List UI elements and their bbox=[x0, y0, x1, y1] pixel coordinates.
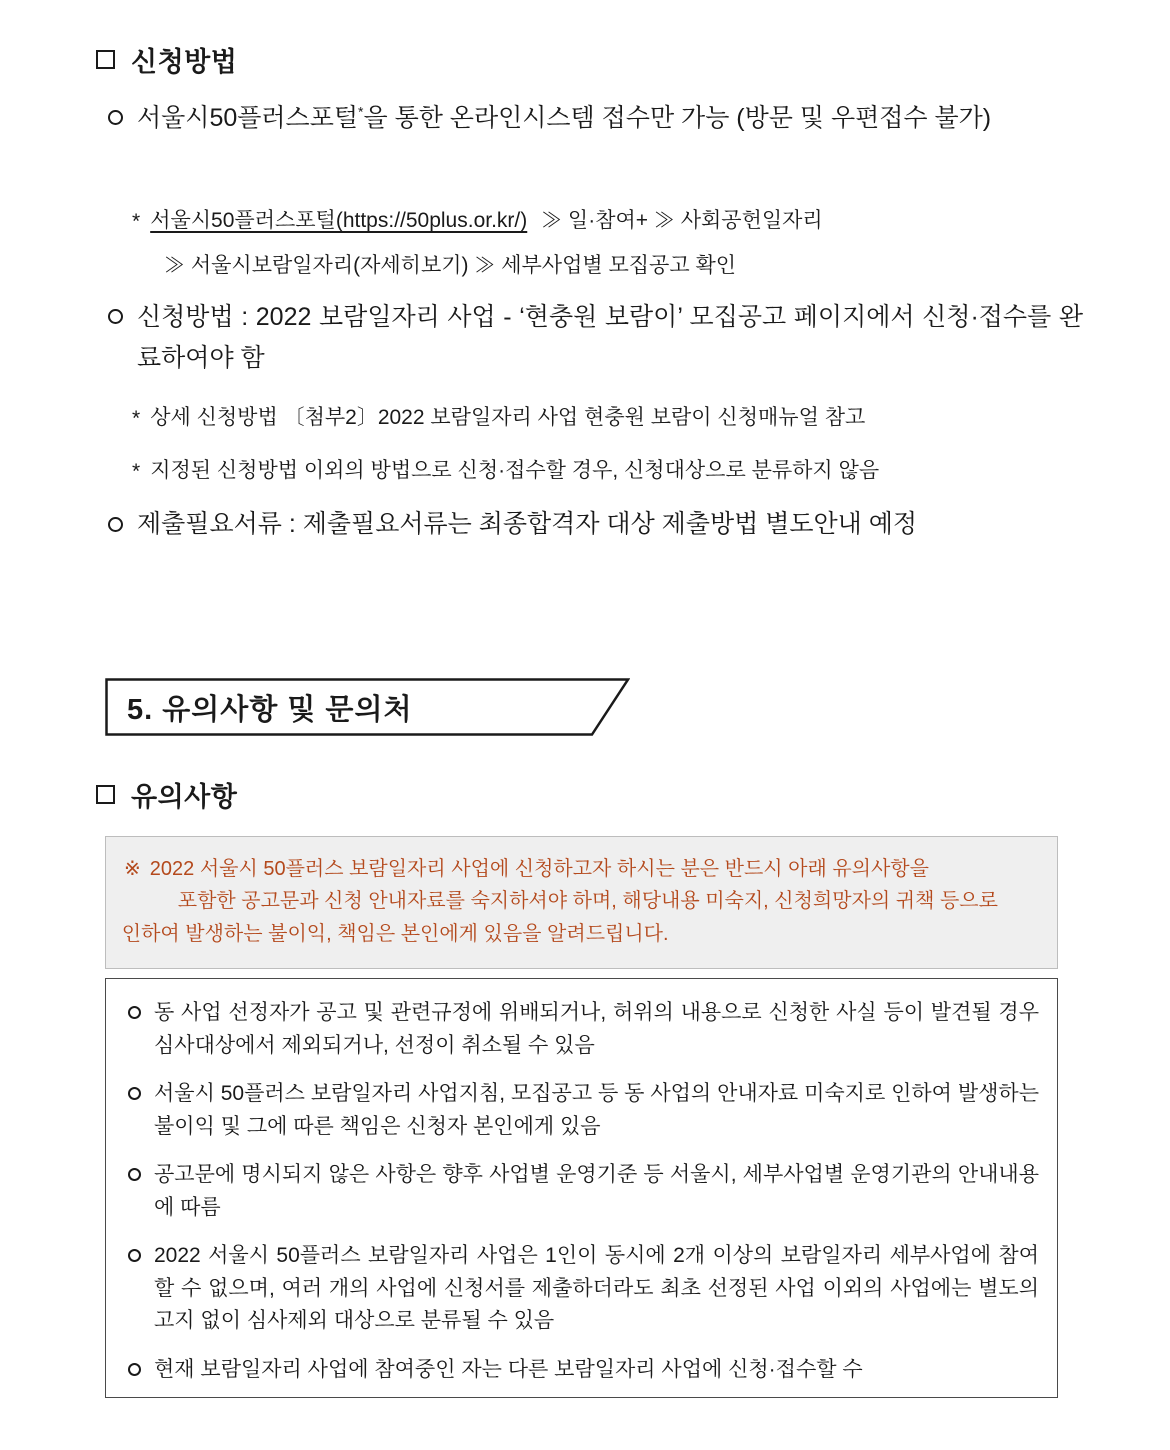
portal-url-link[interactable]: 서울시50플러스포털(https://50plus.or.kr/) bbox=[150, 209, 528, 232]
circle-bullet-icon bbox=[128, 1006, 141, 1019]
notice-heading bbox=[96, 775, 237, 814]
portal-path-note bbox=[132, 205, 1072, 237]
required-documents-text: 제출필요서류 : 제출필요서류는 최종합격자 대상 제출방법 별도안내 예정 bbox=[137, 510, 918, 538]
warning-line-3: 인하여 발생하는 불이익, 책임은 본인에게 있음을 알려드립니다. bbox=[121, 922, 669, 945]
list-item bbox=[128, 1240, 1039, 1338]
manual-reference-text: 상세 신청방법 〔첨부2〕2022 보람일자리 사업 현충원 보람이 신청매뉴얼 참고 bbox=[150, 406, 866, 429]
list-item bbox=[128, 1159, 1039, 1224]
apply-item-documents bbox=[108, 505, 1083, 544]
notice-text: 동 사업 선정자가 공고 및 관련규정에 위배되거나, 허위의 내용으로 신청한 사실 등이 발견될 경우 심사대상에서 제외되거나, 선정이 취소될 수 있음 bbox=[154, 1001, 1039, 1057]
circle-bullet-icon bbox=[108, 309, 123, 324]
portal-path-note-line2 bbox=[164, 250, 1064, 282]
apply-method-text: 신청방법 : 2022 보람일자리 사업 - ‘현충원 보람이’ 모집공고 페이지에서 신청·접수를 완료하여야 함 bbox=[137, 303, 1083, 372]
section-5-banner bbox=[105, 678, 630, 736]
circle-bullet-icon bbox=[128, 1087, 141, 1100]
circle-bullet-icon bbox=[108, 110, 123, 125]
notice-text: 현재 보람일자리 사업에 참여중인 자는 다른 보람일자리 사업에 신청·접수할 수 bbox=[154, 1357, 863, 1381]
list-item bbox=[128, 997, 1039, 1062]
notice-text: 2022 서울시 50플러스 보람일자리 사업은 1인이 동시에 2개 이상의 보람일자리 세부사업에 참여할 수 없으며, 여러 개의 사업에 신청서를 제출하더라도 최초 선정된 사업 이외의 사업에는 별도의 고지 없이 심사제외 대상으로 분류될 수 있음 bbox=[154, 1244, 1039, 1333]
circle-bullet-icon bbox=[128, 1168, 141, 1181]
list-item bbox=[128, 1078, 1039, 1143]
notice-list-box bbox=[105, 978, 1058, 1398]
notice-heading-label: 유의사항 bbox=[131, 782, 238, 812]
notice-text: 공고문에 명시되지 않은 사항은 향후 사업별 운영기준 등 서울시, 세부사업별 운영기관의 안내내용에 따름 bbox=[154, 1163, 1039, 1219]
asterisk-icon: * bbox=[132, 210, 141, 233]
portal-path-line2-text: ≫ 서울시보람일자리(자세히보기) ≫ 세부사업별 모집공고 확인 bbox=[164, 254, 737, 277]
circle-bullet-icon bbox=[128, 1249, 141, 1262]
circle-bullet-icon bbox=[108, 517, 123, 532]
portal-path-rest: ≫ 일·참여+ ≫ 사회공헌일자리 bbox=[541, 209, 823, 232]
asterisk-icon: * bbox=[132, 407, 141, 430]
apply-item-portal bbox=[108, 98, 1083, 138]
warning-mark-icon: ※ bbox=[124, 858, 141, 880]
apply-method-heading bbox=[96, 40, 237, 79]
square-bullet-icon bbox=[96, 785, 115, 804]
portal-footnote-marker: * bbox=[358, 103, 364, 120]
invalid-method-text: 지정된 신청방법 이외의 방법으로 신청·접수할 경우, 신청대상으로 분류하지 않음 bbox=[150, 459, 880, 482]
square-bullet-icon bbox=[96, 50, 115, 69]
portal-name-text: 서울시50플러스포털 bbox=[137, 104, 359, 132]
notice-text: 서울시 50플러스 보람일자리 사업지침, 모집공고 등 동 사업의 안내자료 미숙지로 인하여 발생하는 불이익 및 그에 따른 책임은 신청자 본인에게 있음 bbox=[154, 1082, 1039, 1138]
warning-box bbox=[105, 836, 1058, 969]
manual-reference-note bbox=[132, 402, 1062, 434]
apply-method-heading-label: 신청방법 bbox=[131, 47, 238, 77]
section-5-title: 5. 유의사항 및 문의처 bbox=[127, 693, 413, 726]
warning-line-2: 포함한 공고문과 신청 안내자료를 숙지하셔야 하며, 해당내용 미숙지, 신청희망자의 귀책 등으로 bbox=[177, 890, 998, 913]
asterisk-icon: * bbox=[132, 460, 141, 483]
warning-line-1: 2022 서울시 50플러스 보람일자리 사업에 신청하고자 하시는 분은 반드시 아래 유의사항을 bbox=[149, 858, 929, 880]
apply-item-method bbox=[108, 297, 1083, 378]
portal-rest-text: 을 통한 온라인시스템 접수만 가능 (방문 및 우편접수 불가) bbox=[363, 104, 992, 132]
invalid-method-note bbox=[132, 455, 1072, 487]
list-item bbox=[128, 1354, 1039, 1387]
circle-bullet-icon bbox=[128, 1363, 141, 1376]
